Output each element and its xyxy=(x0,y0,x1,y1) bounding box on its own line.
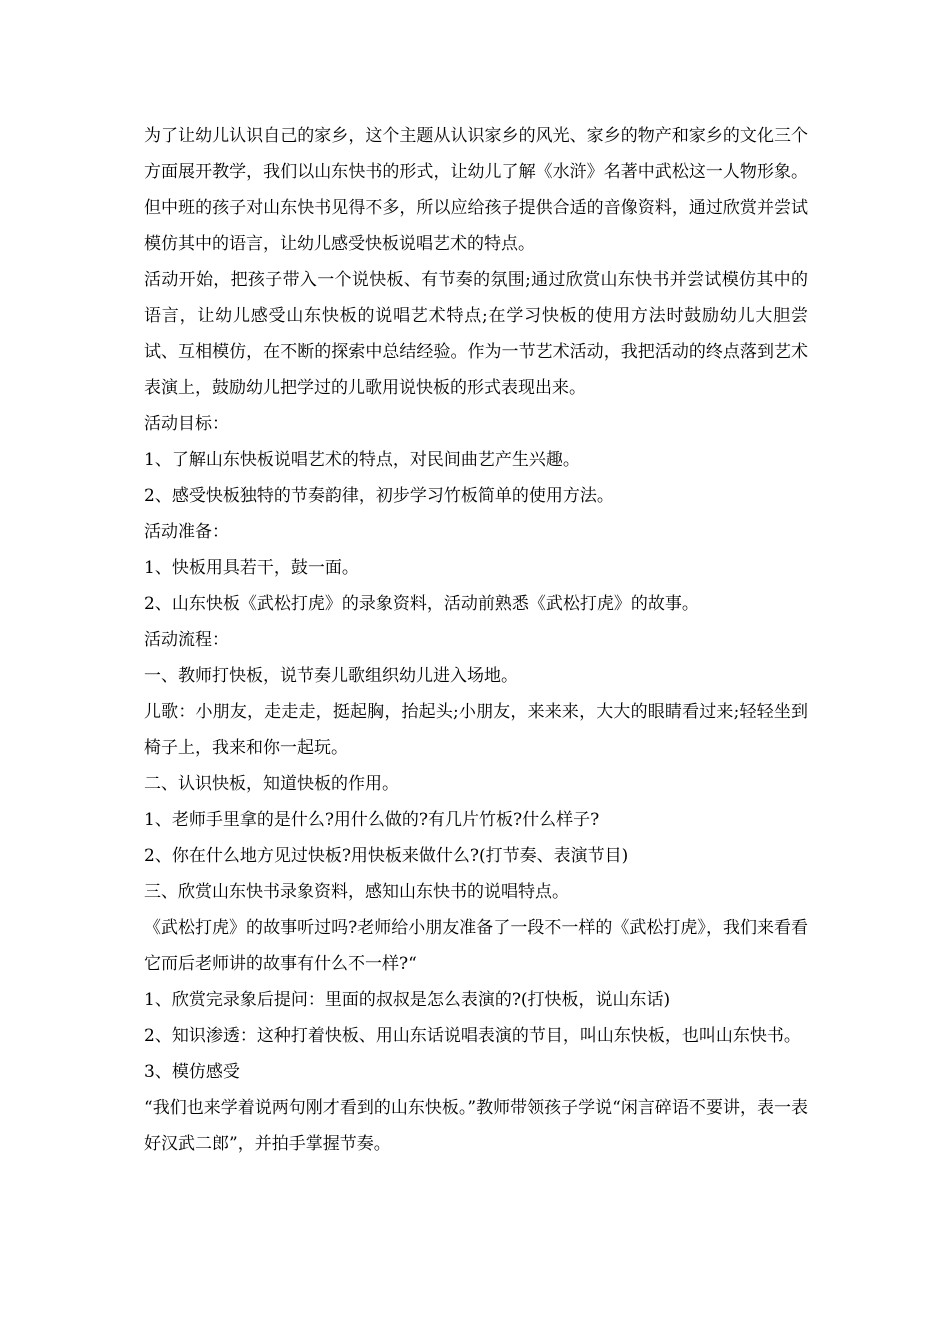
nursery-rhyme: 儿歌：小朋友，走走走，挺起胸，抬起头;小朋友，来来来，大大的眼睛看过来;轻轻坐到椅子上，我来和你一起玩。 xyxy=(144,702,808,758)
goal-item-2: 2、感受快板独特的节奏韵律，初步学习竹板简单的使用方法。 xyxy=(144,486,614,506)
process-step-1: 一、教师打快板，说节奏儿歌组织幼儿进入场地。 xyxy=(144,666,518,686)
paragraph-intro-1: 为了让幼儿认识自己的家乡，这个主题从认识家乡的风光、家乡的物产和家乡的文化三个方面展开教学，我们以山东快书的形式，让幼儿了解《水浒》名著中武松这一人物形象。但中班的孩子对山东快书见得不多，所以应给孩子提供合适的音像资料，通过欣赏并尝试模仿其中的语言，让幼儿感受快板说唱艺术的特点。 xyxy=(144,126,808,254)
preparation-item-1: 1、快板用具若干，鼓一面。 xyxy=(144,558,359,578)
step-2-question-2: 2、你在什么地方见过快板?用快板来做什么?(打节奏、表演节目) xyxy=(144,846,629,866)
document-body xyxy=(144,118,808,1162)
step-3-item-3-text: “我们也来学着说两句刚才看到的山东快板。”教师带领孩子学说“闲言碎语不要讲，表一表好汉武二郎”，并拍手掌握节奏。 xyxy=(144,1098,808,1154)
heading-process: 活动流程： xyxy=(144,630,229,650)
process-step-3: 三、欣赏山东快书录象资料，感知山东快书的说唱特点。 xyxy=(144,882,569,902)
paragraph-intro-2: 活动开始，把孩子带入一个说快板、有节奏的氛围;通过欣赏山东快书并尝试模仿其中的语言，让幼儿感受山东快板的说唱艺术特点;在学习快板的使用方法时鼓励幼儿大胆尝试、互相模仿，在不断的探索中总结经验。作为一节艺术活动，我把活动的终点落到艺术表演上，鼓励幼儿把学过的儿歌用说快板的形式表现出来。 xyxy=(144,270,808,398)
step-3-item-2: 2、知识渗透：这种打着快板、用山东话说唱表演的节目，叫山东快板，也叫山东快书。 xyxy=(144,1026,801,1046)
process-step-2: 二、认识快板，知道快板的作用。 xyxy=(144,774,399,794)
goal-item-1: 1、了解山东快板说唱艺术的特点，对民间曲艺产生兴趣。 xyxy=(144,450,580,470)
step-3-intro: 《武松打虎》的故事听过吗?老师给小朋友准备了一段不一样的《武松打虎》，我们来看看它而后老师讲的故事有什么不一样?“ xyxy=(144,918,808,974)
heading-preparation: 活动准备： xyxy=(144,522,229,542)
heading-goals: 活动目标： xyxy=(144,414,229,434)
step-3-item-1: 1、欣赏完录象后提问：里面的叔叔是怎么表演的?(打快板，说山东话) xyxy=(144,990,671,1010)
step-3-item-3: 3、模仿感受 xyxy=(144,1062,240,1082)
step-2-question-1: 1、老师手里拿的是什么?用什么做的?有几片竹板?什么样子? xyxy=(144,810,600,830)
preparation-item-2: 2、山东快板《武松打虎》的录象资料，活动前熟悉《武松打虎》的故事。 xyxy=(144,594,699,614)
